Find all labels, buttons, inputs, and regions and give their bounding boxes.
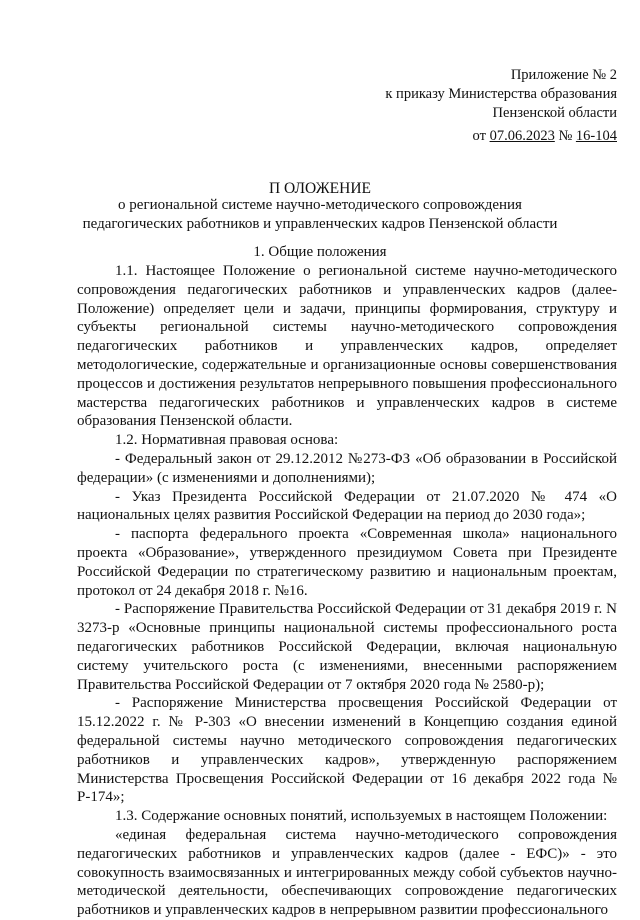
list-item: - Федеральный закон от 29.12.2012 №273-ФЗ «Об образовании в Российской федерации» (с изменениями и дополнениями); bbox=[77, 450, 617, 486]
paragraph-1-1: 1.1. Настоящее Положение о региональной системе научно-методического сопровождения педагогических работников и управленческих кадров (далее- Положение) определяет цели и задачи, принципы формирования, структуру и субъекты региональной системы научно-методического сопровождения педагогических работников и управленческих кадров, определяет методологические, содержательные и организационные основы совершенствования процессов и достижения результатов непрерывного повышения профессионального мастерства педагогических работников и управленческих кадров в системе образования Пензенской области. bbox=[77, 263, 617, 430]
definition-paragraph: «единая федеральная система научно-методического сопровождения педагогических работников и управленческих кадров (далее - ЕФС)» - это совокупность взаимосвязанных и интегрированных между собой субъектов научно-методической деятельности, обеспечивающих сопровождение педагогических работников и управленческих кадров в непрерывном развитии профессионального bbox=[77, 826, 617, 919]
list-item: - паспорта федерального проекта «Современная школа» национального проекта «Образование», утвержденного президиумом Совета при Президенте Российской Федерации по стратегическому развитию и национальным проектам, протокол от 24 декабря 2018 г. №16. bbox=[77, 526, 617, 599]
number-prefix: № bbox=[554, 128, 576, 144]
list-item: - Распоряжение Министерства просвещения Российской Федерации от 15.12.2022 г. № Р-303 «О внесении изменений в Концепцию создания единой федеральной системы научно методического сопровождения педагогических работников и управленческих кадров», утвержденную распоряжением Министерства Просвещения Российской Федерации от 16 декабря 2022 года № Р-174»; bbox=[77, 695, 617, 806]
section-heading: 1. Общие положения bbox=[253, 244, 387, 260]
region-name: Пензенской области bbox=[492, 105, 617, 121]
subtitle-line-1: о региональной системе научно-методического сопровождения bbox=[118, 197, 522, 213]
document-body bbox=[77, 262, 617, 920]
order-number: 16-104 bbox=[575, 128, 617, 144]
document-subtitle bbox=[0, 196, 640, 234]
order-date-line bbox=[473, 127, 617, 146]
order-date: 07.06.2023 bbox=[489, 128, 555, 144]
list-item: - Указ Президента Российской Федерации от 21.07.2020 № 474 «О национальных целях развития Российской Федерации на период до 2030 года»; bbox=[77, 488, 617, 524]
subtitle-line-2: педагогических работников и управленческих кадров Пензенской области bbox=[82, 216, 558, 232]
appendix-header bbox=[385, 66, 617, 123]
document-title: П ОЛОЖЕНИЕ bbox=[268, 180, 372, 197]
date-prefix: от bbox=[472, 128, 490, 144]
list-item: - Распоряжение Правительства Российской Федерации от 31 декабря 2019 г. N 3273-р «Основные принципы национальной системы профессионального роста педагогических работников Российской Федерации, включая национальную систему учительского роста (с изменениями, внесенными распоряжением Правительства Российской Федерации от 7 октября 2020 года № 2580-р); bbox=[77, 601, 617, 693]
paragraph-1-2: 1.2. Нормативная правовая основа: bbox=[115, 432, 339, 449]
order-reference: к приказу Министерства образования bbox=[385, 86, 617, 102]
paragraph-1-3: 1.3. Содержание основных понятий, используемых в настоящем Положении: bbox=[115, 808, 608, 825]
appendix-number: Приложение № 2 bbox=[510, 67, 617, 83]
